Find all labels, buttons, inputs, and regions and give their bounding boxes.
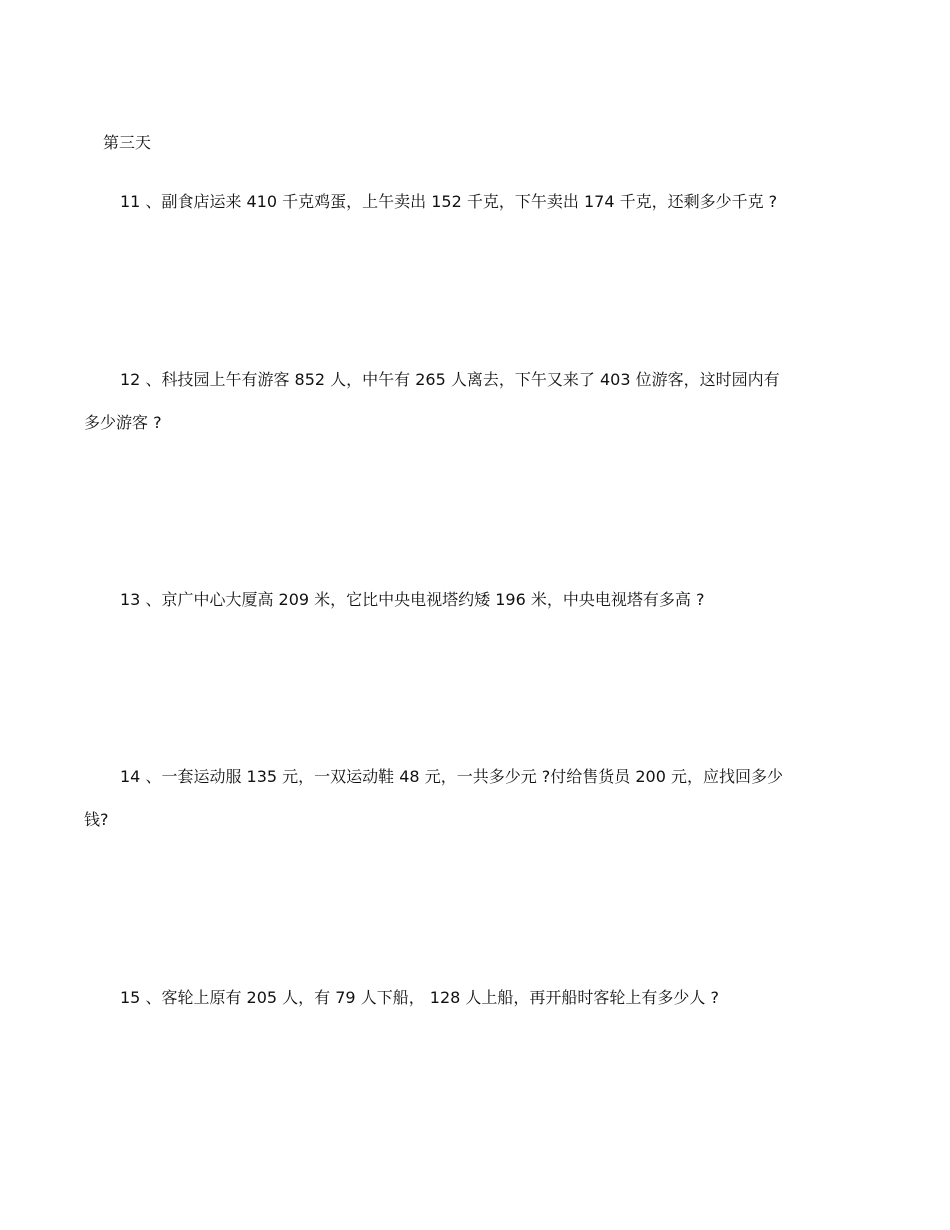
question-13: 13 、京广中心大厦高 209 米，它比中央电视塔约矮 196 米，中央电视塔有多高 ? [120, 590, 705, 609]
day-heading: 第三天 [103, 133, 152, 152]
question-14-line-1: 14 、一套运动服 135 元，一双运动鞋 48 元，一共多少元 ?付给售货员 200 元，应找回多少 [120, 767, 783, 786]
question-12-line-2: 多少游客 ? [84, 413, 162, 432]
question-12-line-1: 12 、科技园上午有游客 852 人，中午有 265 人离去，下午又来了 403 位游客，这时园内有 [120, 370, 780, 389]
question-15: 15 、客轮上原有 205 人，有 79 人下船， 128 人上船，再开船时客轮上有多少人 ? [120, 988, 719, 1007]
question-11: 11 、副食店运来 410 千克鸡蛋，上午卖出 152 千克，下午卖出 174 千克，还剩多少千克 ? [120, 192, 778, 211]
question-14-line-2: 钱? [84, 810, 109, 829]
